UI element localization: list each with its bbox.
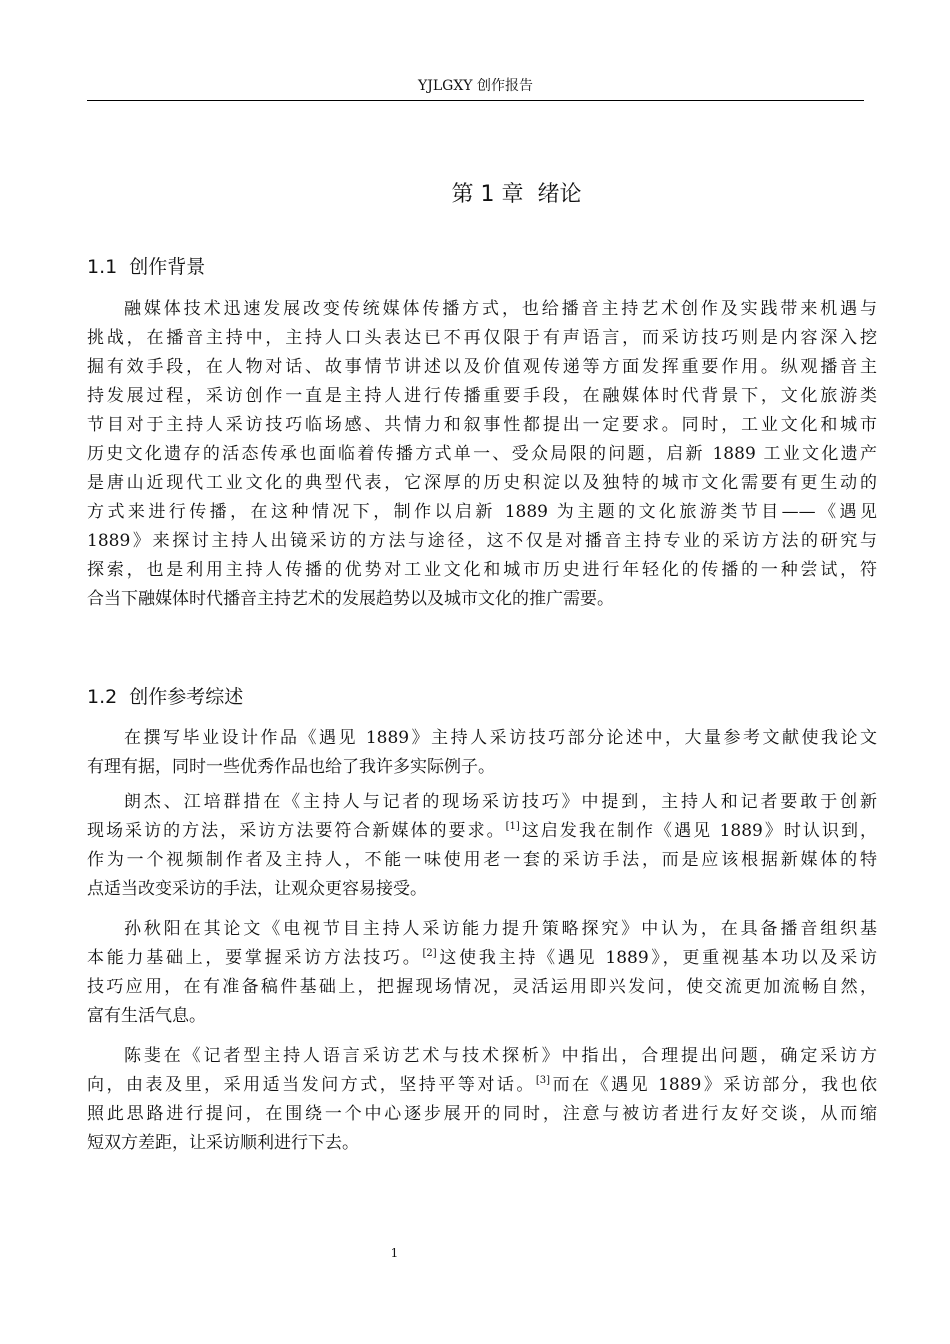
paragraph-line: 作为一个视频制作者及主持人，不能一味使用老一套的采访手法，而是应该根据新媒体的特 — [87, 850, 877, 870]
line-text: 这使我主持《遇见 1889》，更重视基本功以及采访 — [436, 948, 878, 968]
line-text: 本能力基础上，要掌握采访方法技巧。 — [87, 948, 423, 968]
paragraph-line: 短双方差距，让采访顺利进行下去。 — [87, 1133, 359, 1153]
paragraph-line: 点适当改变采访的手法，让观众更容易接受。 — [87, 879, 427, 899]
citation-marker: [1] — [505, 821, 520, 832]
section-1-2-paragraph-1 — [87, 724, 877, 782]
line-text: 向，由表及里，采用适当发问方式，坚持平等对话。 — [87, 1075, 536, 1095]
header-rule — [87, 100, 864, 101]
section-heading-1-2: 1.2 创作参考综述 — [87, 686, 244, 708]
paragraph-line: 在撰写毕业设计作品《遇见 1889》主持人采访技巧部分论述中，大量参考文献使我论文 — [124, 728, 877, 748]
running-header: YJLGXY 创作报告 — [418, 78, 533, 94]
paragraph-line: 1889》来探讨主持人出镜采访的方法与途径，这不仅是对播音主持专业的采访方法的研究与 — [87, 531, 877, 551]
paragraph-line: 照此思路进行提问，在围绕一个中心逐步展开的同时，注意与被访者进行友好交谈，从而缩 — [87, 1104, 877, 1124]
section-1-1-paragraph — [87, 295, 877, 614]
section-1-2-paragraph-3 — [87, 915, 877, 1031]
paragraph-line: 节目对于主持人采访技巧临场感、共情力和叙事性都提出一定要求。同时，工业文化和城市 — [87, 415, 877, 435]
page-number: 1 — [390, 1246, 399, 1260]
paragraph-line: 探索，也是利用主持人传播的优势对工业文化和城市历史进行年轻化的传播的一种尝试，符 — [87, 560, 877, 580]
paragraph-line: 富有生活气息。 — [87, 1006, 206, 1026]
paragraph-line: 融媒体技术迅速发展改变传统媒体传播方式，也给播音主持艺术创作及实践带来机遇与 — [124, 299, 877, 319]
paragraph-line: 是唐山近现代工业文化的典型代表，它深厚的历史积淀以及独特的城市文化需要有更生动的 — [87, 473, 877, 493]
paragraph-line: 合当下融媒体时代播音主持艺术的发展趋势以及城市文化的推广需要。 — [87, 589, 614, 609]
paragraph-line: 孙秋阳在其论文《电视节目主持人采访能力提升策略探究》中认为，在具备播音组织基 — [124, 919, 877, 939]
paragraph-line: 技巧应用，在有准备稿件基础上，把握现场情况，灵活运用即兴发问，使交流更加流畅自然， — [87, 977, 877, 997]
section-1-2-paragraph-2 — [87, 788, 877, 904]
paragraph-line: 陈斐在《记者型主持人语言采访艺术与技术探析》中指出，合理提出问题，确定采访方 — [124, 1046, 877, 1066]
paragraph-line: 朗杰、江培群措在《主持人与记者的现场采访技巧》中提到，主持人和记者要敢于创新 — [124, 792, 877, 812]
line-text: 这启发我在制作《遇见 1889》时认识到， — [519, 821, 877, 841]
citation-marker: [2] — [422, 948, 437, 959]
paragraph-line: 持发展过程，采访创作一直是主持人进行传播重要手段，在融媒体时代背景下，文化旅游类 — [87, 386, 877, 406]
line-text: 现场采访的方法，采访方法要符合新媒体的要求。 — [87, 821, 506, 841]
paragraph-line: 方式来进行传播，在这种情况下，制作以启新 1889 为主题的文化旅游类节目——《遇见 — [87, 502, 877, 522]
section-heading-1-1: 1.1 创作背景 — [87, 256, 206, 278]
paragraph-line — [87, 1071, 877, 1100]
paragraph-line: 有理有据，同时一些优秀作品也给了我许多实际例子。 — [87, 757, 495, 777]
paragraph-line: 挑战，在播音主持中，主持人口头表达已不再仅限于有声语言，而采访技巧则是内容深入挖 — [87, 328, 877, 348]
paragraph-line: 历史文化遗存的活态传承也面临着传播方式单一、受众局限的问题，启新 1889 工业文化遗产 — [87, 444, 877, 464]
section-1-2-paragraph-4 — [87, 1042, 877, 1158]
citation-marker: [3] — [535, 1075, 551, 1086]
paragraph-line — [87, 817, 877, 846]
paragraph-line: 掘有效手段，在人物对话、故事情节讲述以及价值观传递等方面发挥重要作用。纵观播音主 — [87, 357, 877, 377]
line-text: 而在《遇见 1889》采访部分，我也依 — [550, 1075, 877, 1095]
paragraph-line — [87, 944, 877, 973]
chapter-title: 第 1 章 绪论 — [451, 182, 582, 207]
